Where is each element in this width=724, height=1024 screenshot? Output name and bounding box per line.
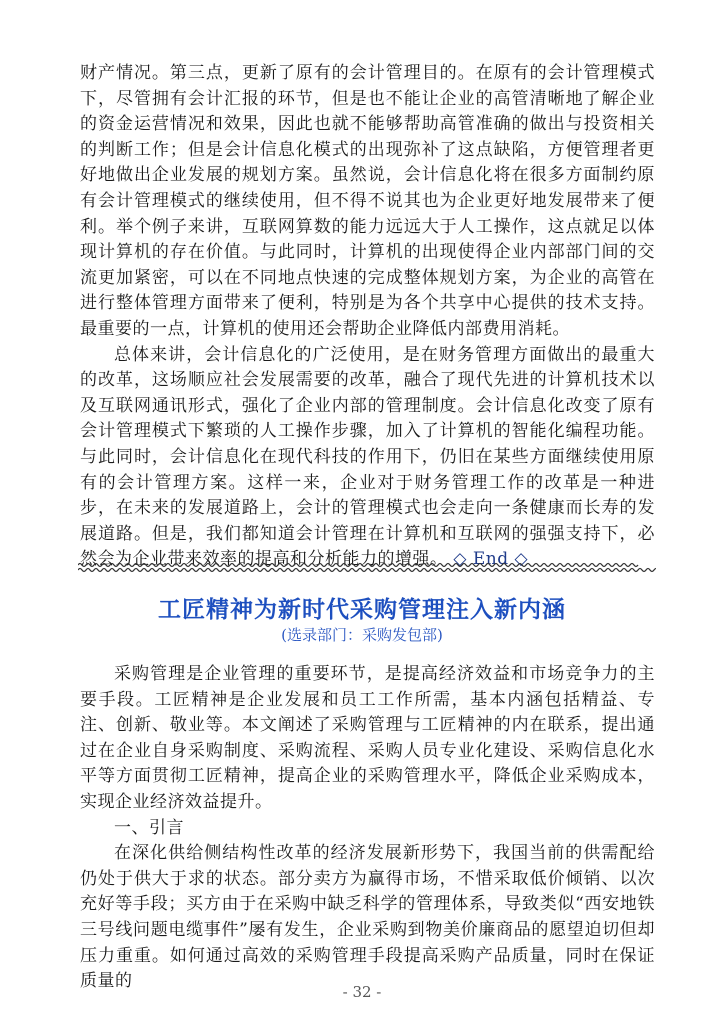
article-subtitle: (选录部门：采购发包部)	[281, 626, 443, 644]
article-body	[80, 662, 655, 995]
intro-paragraph: 在深化供给侧结构性改革的经济发展新形势下，我国当前的供需配给仍处于供大于求的状态。部分卖方为赢得市场，不惜采取低价倾销、以次充好等手段；买方由于在采购中缺乏科学的管理体系，导致类似“西安地铁三号线问题电缆事件”屡有发生，企业采购到物美价廉商品的愿望迫切但却压力重重。如何通过高效的采购管理手段提高采购产品质量，同时在保证质量的	[80, 843, 655, 992]
previous-article-body	[80, 61, 655, 573]
paragraph-text: 总体来讲，会计信息化的广泛使用，是在财务管理方面做出的最重大的改革，这场顺应社会发展需要的改革，融合了现代先进的计算机技术以及互联网通讯形式，强化了企业内部的管理制度。会计信息化改变了原有会计管理模式下繁琐的人工操作步骤，加入了计算机的智能化编程功能。与此同时，会计信息化在现代科技的作用下，仍旧在某些方面继续使用原有的会计管理方案。这样一来，企业对于财务管理工作的改革是一种进步，在未来的发展道路上，会计的管理模式也会走向一条健康而长寿的发展道路。但是，我们都知道会计管理在计算机和互联网的强强支持下，必然会为企业带来效率的提高和分析能力的增强。	[80, 344, 655, 570]
end-marker-text: ◇ End ◇	[453, 549, 529, 570]
article-title: 工匠精神为新时代采购管理注入新内涵	[158, 597, 566, 623]
wavy-divider	[78, 561, 656, 573]
section-heading: 一、引言	[114, 817, 184, 838]
page-number: - 32 -	[342, 983, 382, 1001]
abstract-paragraph: 采购管理是企业管理的重要环节，是提高经济效益和市场竞争力的主要手段。工匠精神是企业发展和员工工作所需，基本内涵包括精益、专注、创新、敬业等。本文阐述了采购管理与工匠精神的内在联系，提出通过在企业自身采购制度、采购流程、采购人员专业化建设、采购信息化水平等方面贯彻工匠精神，提高企业的采购管理水平，降低企业采购成本，实现企业经济效益提升。	[80, 664, 655, 812]
paragraph	[80, 343, 655, 573]
paragraph: 财产情况。第三点，更新了原有的会计管理目的。在原有的会计管理模式下，尽管拥有会计汇报的环节，但是也不能让企业的高管清晰地了解企业的资金运营情况和效果，因此也就不能够帮助高管准确的做出与投资相关的判断工作；但是会计信息化模式的出现弥补了这点缺陷，方便管理者更好地做出企业发展的规划方案。虽然说，会计信息化将在很多方面制约原有会计管理模式的继续使用，但不得不说其也为企业更好地发展带来了便利。举个例子来讲，互联网算数的能力远远大于人工操作，这点就足以体现计算机的存在价值。与此同时，计算机的出现使得企业内部部门间的交流更加紧密，可以在不同地点快速的完成整体规划方案，为企业的高管在进行整体管理方面带来了便利，特别是为各个共享中心提供的技术支持。最重要的一点，计算机的使用还会帮助企业降低内部费用消耗。	[80, 63, 655, 339]
